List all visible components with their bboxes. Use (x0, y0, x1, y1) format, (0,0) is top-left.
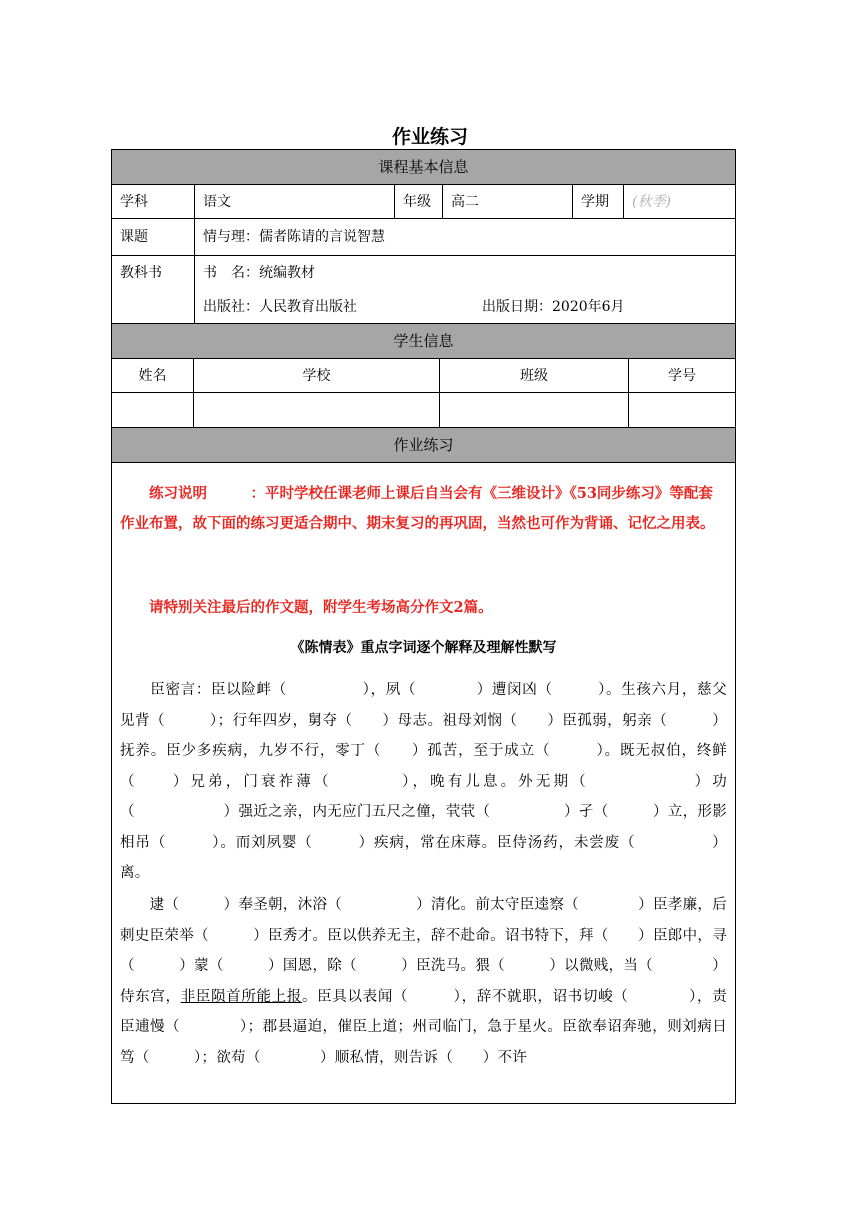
subject-value: 语文 (195, 185, 395, 218)
exercise-instructions: 练习说明 ：平时学校任课老师上课后自当会有《三维设计》《53同步练习》等配套作业布置，故下面的练习更适合期中、期末复习的再巩固，当然也可作为背诵、记忆之用表。 (120, 485, 715, 532)
student-id-column-header: 学号 (668, 368, 696, 384)
subject-label: 学科 (112, 185, 195, 218)
homework-header (112, 428, 735, 463)
course-info-header (112, 150, 735, 185)
class-field[interactable] (440, 393, 629, 427)
grade-label: 年级 (395, 185, 443, 218)
name-field[interactable] (112, 393, 194, 427)
topic-label: 课题 (112, 219, 195, 255)
textbook-details (195, 256, 735, 323)
school-field[interactable] (194, 393, 440, 427)
student-id-field[interactable] (629, 393, 735, 427)
student-info-header (112, 324, 735, 359)
student-entry-row (112, 393, 735, 428)
paragraph-2-text-after: 。臣具以表闻（ ），辞不就职，诏书切峻（ ），责臣逋慢（ ）；郡县逼迫，催臣上道；州司临门，急于星火。臣欲奉诏奔驰，则刘病日笃（ ）；欲苟（ ）顺私情，则告诉（ ）不许 (120, 988, 727, 1066)
class-column-header: 班级 (440, 359, 629, 392)
homework-header-label: 作业练习 (393, 436, 454, 454)
passage-paragraph-1: 臣密言：臣以险衅（ ），夙（ ）遭闵凶（ ）。生孩六月，慈父见背（ ）；行年四岁，舅夺（ ）母志。祖母刘悯（ ）臣孤弱，躬亲（ ）抚养。臣少多疾病，九岁不行，零丁（ ）孤苦，至于成立（ ）。既无叔伯，终鲜（ ）兄弟，门衰祚薄（ ），晚有儿息。外无期（ ）功（ ）强近之亲，内无应门五尺之僮，茕茕（ ）孑（ ）立，形影相吊（ ）。而刘夙婴（ ）疾病，常在床蓐。臣侍汤药，未尝废（ ）离。 (120, 682, 727, 881)
topic-value: 情与理：儒者陈请的言说智慧 (203, 229, 385, 245)
essay-notice: 请特别关注最后的作文题，附学生考场高分作文2篇。 (149, 599, 493, 616)
paragraph-2-text-before: 逮（ ）奉圣朝，沐浴（ ）清化。前太守臣逵察（ ）臣孝廉，后刺史臣荣举（ ）臣秀才。臣以供养无主，辞不赴命。诏书特下，拜（ ）臣郎中，寻（ ）蒙（ ）国恩，除（ ）臣洗马。猥（ ）以微贱，当（ ）侍东宫， (120, 897, 727, 1005)
passage-paragraph-2 (120, 890, 727, 1073)
publish-date: 出版日期：2020年6月 (482, 299, 625, 315)
worksheet-table (111, 149, 736, 1104)
course-info-row (112, 185, 735, 219)
school-column-header: 学校 (194, 359, 440, 392)
term-label: 学期 (573, 185, 624, 218)
student-columns-row (112, 359, 735, 393)
underlined-sentence: 非臣陨首所能上报 (180, 988, 303, 1005)
term-value: (秋季) (632, 194, 671, 210)
grade-value: 高二 (443, 185, 573, 218)
textbook-label: 教科书 (112, 256, 195, 323)
textbook-row (112, 256, 735, 324)
name-column-header: 姓名 (112, 359, 194, 392)
page-title: 作业练习 (391, 126, 468, 148)
student-info-header-label: 学生信息 (393, 332, 454, 350)
publisher: 出版社：人民教育出版社 (203, 299, 357, 315)
topic-row (112, 219, 735, 256)
course-info-header-label: 课程基本信息 (378, 158, 469, 176)
book-name: 书 名：统编教材 (203, 265, 315, 281)
section-subtitle: 《陈情表》重点字词逐个解释及理解性默写 (290, 640, 557, 656)
